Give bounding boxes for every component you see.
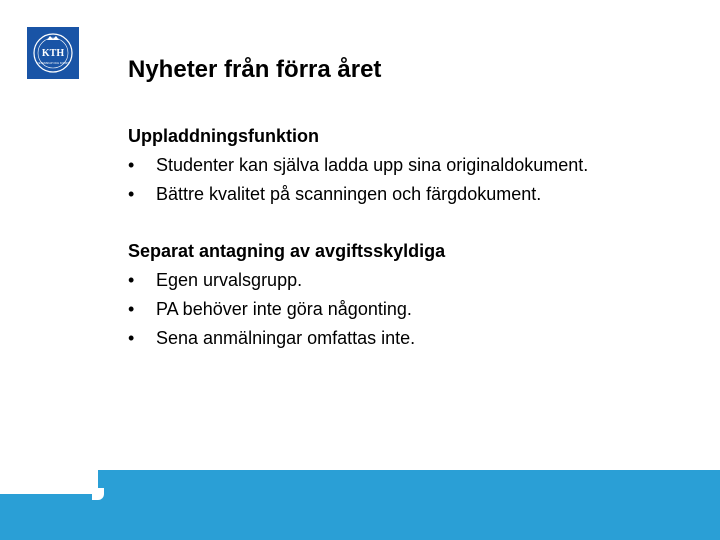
section-upload <box>128 122 588 209</box>
list-item <box>128 180 588 209</box>
bullet-icon: • <box>128 184 135 204</box>
bullet-text: Egen urvalsgrupp. <box>156 270 303 290</box>
bullet-text: PA behöver inte göra någonting. <box>156 299 412 319</box>
list-item <box>128 266 445 295</box>
section-heading: Separat antagning av avgiftsskyldiga <box>128 241 446 261</box>
bullet-icon: • <box>128 299 135 319</box>
section-separate-admission <box>128 237 445 353</box>
footer-notch <box>92 488 104 500</box>
bullet-icon: • <box>128 270 135 290</box>
section-heading: Uppladdningsfunktion <box>128 126 319 146</box>
kth-logo <box>27 27 79 79</box>
slide-title: Nyheter från förra året <box>128 56 382 83</box>
bullet-list <box>128 266 445 353</box>
list-item <box>128 151 588 180</box>
kth-logo-text: KTH <box>41 48 65 59</box>
bullet-icon: • <box>128 328 135 348</box>
footer-band <box>98 470 720 540</box>
kth-logo-emblem <box>27 27 79 79</box>
bullet-text: Studenter kan själva ladda upp sina originaldokument. <box>156 155 589 175</box>
list-item <box>128 295 445 324</box>
bullet-icon: • <box>128 155 135 175</box>
kth-logo-subtext: VETENSKAP OCH KONST <box>37 62 69 65</box>
bullet-text: Sena anmälningar omfattas inte. <box>156 328 416 348</box>
bullet-text: Bättre kvalitet på scanningen och färgdokument. <box>156 184 542 204</box>
list-item <box>128 324 445 353</box>
footer-band-left <box>0 494 98 540</box>
bullet-list <box>128 151 588 209</box>
